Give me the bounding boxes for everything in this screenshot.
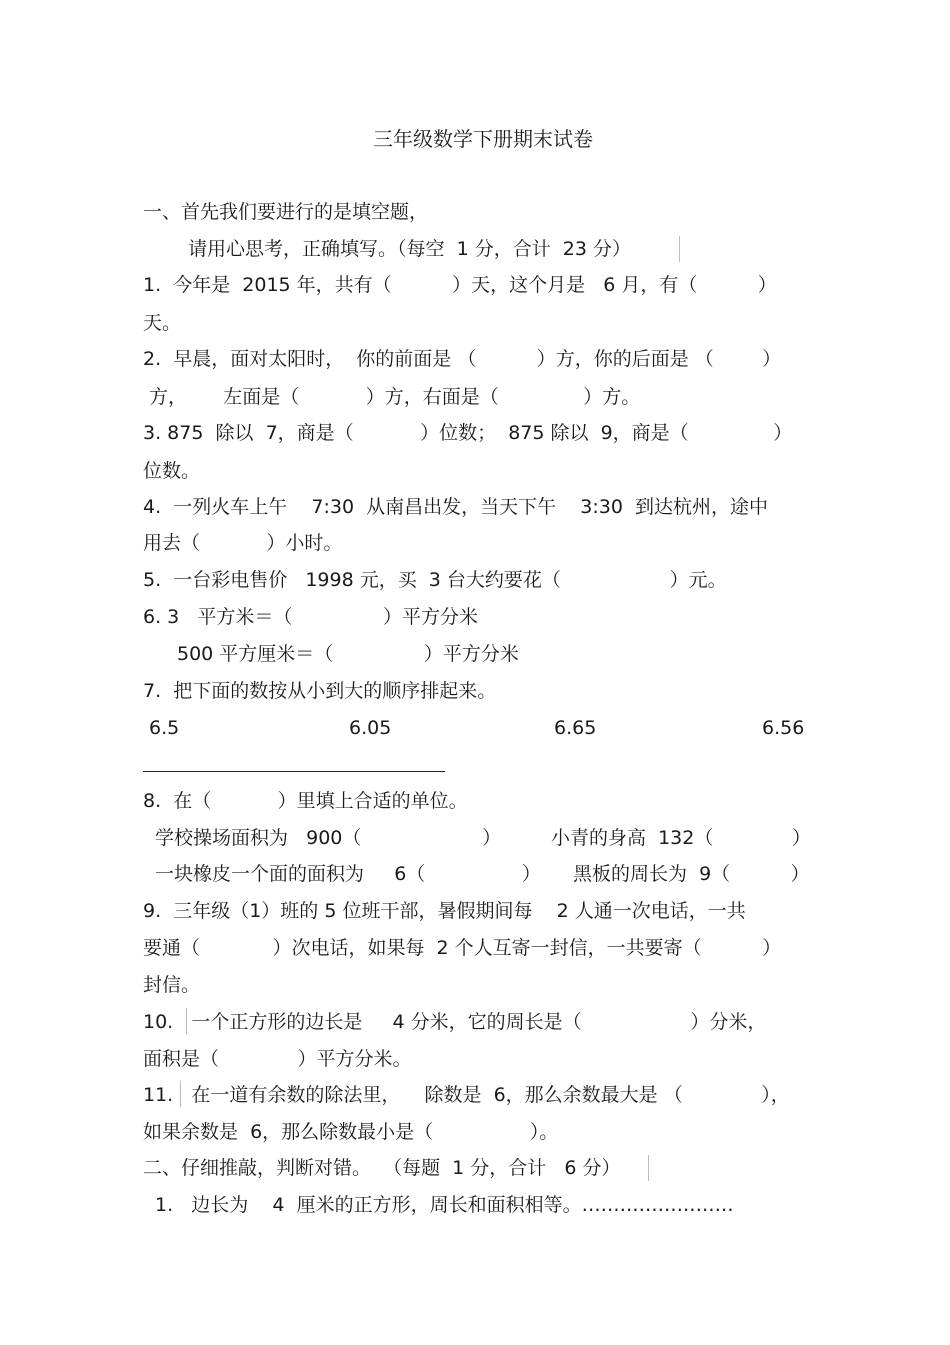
- q7-number: 6.05: [349, 717, 392, 739]
- question-8-item-a: 学校操场面积为 900（ ）: [155, 827, 502, 849]
- question-11-line2: 如果余数是 6，那么除数最小是（ ）。: [143, 1121, 559, 1143]
- cursor-mark: [186, 1008, 187, 1034]
- q7-number: 6.65: [554, 717, 597, 739]
- answer-line: [143, 771, 445, 772]
- question-1-line2: 天。: [143, 312, 182, 334]
- question-4-line1: 4. 一列火车上午 7:30 从南昌出发，当天下午 3:30 到达杭州，途中: [143, 496, 769, 518]
- section1-heading: 一、首先我们要进行的是填空题，: [143, 201, 429, 223]
- question-4-line2: 用去（ ）小时。: [143, 532, 343, 554]
- cursor-mark: [679, 236, 680, 262]
- question-5: 5. 一台彩电售价 1998 元，买 3 台大约要花（ ）元。: [143, 569, 727, 591]
- question-1-line1: 1. 今年是 2015 年，共有（ ）天，这个月是 6 月，有（ ）: [143, 274, 777, 296]
- question-7: 7. 把下面的数按从小到大的顺序排起来。: [143, 680, 497, 702]
- q7-number: 6.5: [149, 717, 180, 739]
- question-2-line2: 方， 左面是（ ）方，右面是（ ）方。: [143, 386, 641, 408]
- cursor-mark: [648, 1155, 649, 1181]
- cursor-mark: [180, 1081, 181, 1107]
- page-title: 三年级数学下册期末试卷: [373, 127, 593, 151]
- question-8-line1: 8. 在（ ）里填上合适的单位。: [143, 790, 468, 812]
- question-9-line2: 要通（ ）次电话，如果每 2 个人互寄一封信，一共要寄（ ）: [143, 937, 782, 959]
- question-8-item-d: 黑板的周长为 9（ ）: [573, 863, 810, 885]
- section2-heading: 二、仔细推敲，判断对错。 （每题 1 分，合计 6 分）: [143, 1157, 621, 1179]
- question-9-line1: 9. 三年级（1）班的 5 位班干部，暑假期间每 2 人通一次电话，一共: [143, 900, 746, 922]
- section2-item-1: 1. 边长为 4 厘米的正方形，周长和面积相等。……………………: [155, 1194, 734, 1216]
- question-6-line2: 500 平方厘米＝（ ）平方分米: [177, 643, 519, 665]
- question-2-line1: 2. 早晨，面对太阳时， 你的前面是 （ ）方，你的后面是 （ ）: [143, 348, 782, 370]
- q7-number: 6.56: [762, 717, 805, 739]
- question-11-line1: 11. 在一道有余数的除法里， 除数是 6，那么余数最大是 （ ），: [143, 1084, 790, 1106]
- question-3-line1: 3. 875 除以 7，商是（ ）位数； 875 除以 9，商是（ ）: [143, 422, 793, 444]
- question-9-line3: 封信。: [143, 974, 201, 996]
- question-3-line2: 位数。: [143, 460, 201, 482]
- question-8-item-c: 一块橡皮一个面的面积为 6（ ）: [155, 863, 541, 885]
- question-6-line1: 6. 3 平方米＝（ ）平方分米: [143, 606, 478, 628]
- section1-instruction: 请用心思考，正确填写。（每空 1 分，合计 23 分）: [188, 238, 632, 260]
- question-8-item-b: 小青的身高 132（ ）: [551, 827, 811, 849]
- question-10-line1: 10. 一个正方形的边长是 4 分米，它的周长是（ ）分米，: [143, 1011, 767, 1033]
- question-10-line2: 面积是（ ）平方分米。: [143, 1048, 412, 1070]
